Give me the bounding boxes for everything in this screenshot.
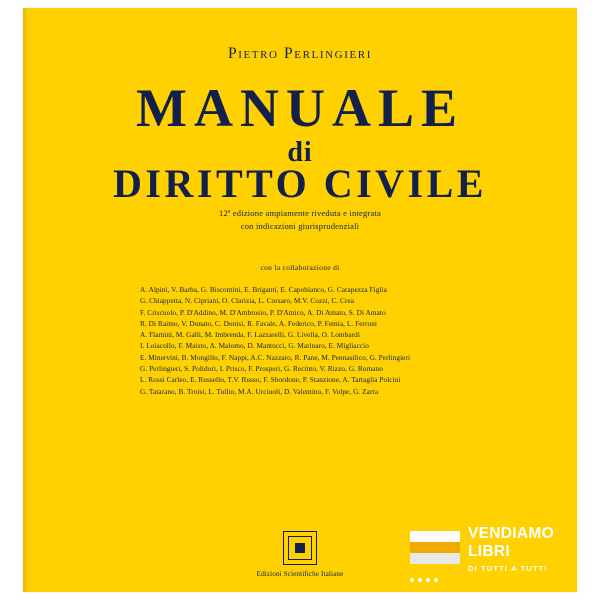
promo-line-1: VENDIAMO: [468, 525, 554, 542]
page-title: MANUALE: [136, 78, 464, 138]
contributor-line: G. Perlingieri, S. Polidori, I. Prisco, F. Prosperi, G. Recinto, V. Rizzo, G. Romano: [140, 364, 383, 374]
promo-banner: [410, 525, 578, 583]
promo-dots-icon: [410, 569, 462, 577]
edition-line-1: 12ª edizione ampiamente riveduta e integrata: [219, 208, 381, 218]
contributor-line: I. Loiacollo, F. Maisto, A. Malomo, D. Mantucci, G. Marinaro, E. Migliaccio: [140, 341, 369, 351]
contributor-line: L. Rossi Carleo, E. Russello, T.V. Russo, F. Sbordone, P. Stanzione, A. Tartaglia Polcini: [140, 375, 401, 385]
collaboration-label: con la collaborazione di: [260, 263, 340, 272]
contributor-line: G. Tatarano, B. Troisi, L. Tullio, M.A. Urciuoli, D. Valentino, F. Volpe, G. Zarra: [140, 386, 379, 396]
author-name: Pietro Perlingieri: [227, 45, 372, 62]
edition-note: [0, 207, 600, 233]
edition-line-2: con indicazioni giurisprudenziali: [240, 220, 360, 231]
publisher-name: Edizioni Scientifiche Italiane: [256, 570, 344, 578]
flag-icon: [410, 531, 460, 564]
title-subtitle: DIRITTO CIVILE: [113, 161, 487, 206]
publisher-block: [248, 531, 352, 578]
contributor-line: E. Minervini, B. Mongillo, F. Nappi, A.C. Nazzaro, R. Pane, M. Pennasilico, G. Perlingieri: [140, 352, 411, 362]
contributor-line: F. Criscuolo, P. D'Addino, M. D'Ambrosio, P. D'Amico, A. Di Amato, S. Di Amato: [140, 307, 386, 317]
contributor-line: G. Chiappetta, N. Cipriani, O. Clarizia, L. Corsaro, M.V. Cozzi, C. Crea: [140, 296, 355, 306]
promo-line-3: DI TUTTI A TUTTI: [468, 563, 548, 573]
promo-line-2: LIBRI: [468, 542, 510, 560]
promo-text: [468, 525, 554, 573]
contributors-list: [140, 284, 460, 397]
contributor-line: A. Flamini, M. Galli, M. Imbrenda, F. Lazzarelli, G. Livella, O. Lombardi: [140, 330, 360, 340]
title-connector: di: [287, 137, 313, 168]
publisher-logo-icon: [283, 531, 317, 565]
contributor-line: R. Di Raimo, V. Donato, C. Donisi, R. Favale, A. Federico, P. Femia, L. Ferroni: [140, 318, 377, 328]
contributor-line: A. Alpini, V. Barba, G. Biscontini, E. Briganti, E. Capobianco, G. Carapezza Figlia: [140, 285, 387, 294]
